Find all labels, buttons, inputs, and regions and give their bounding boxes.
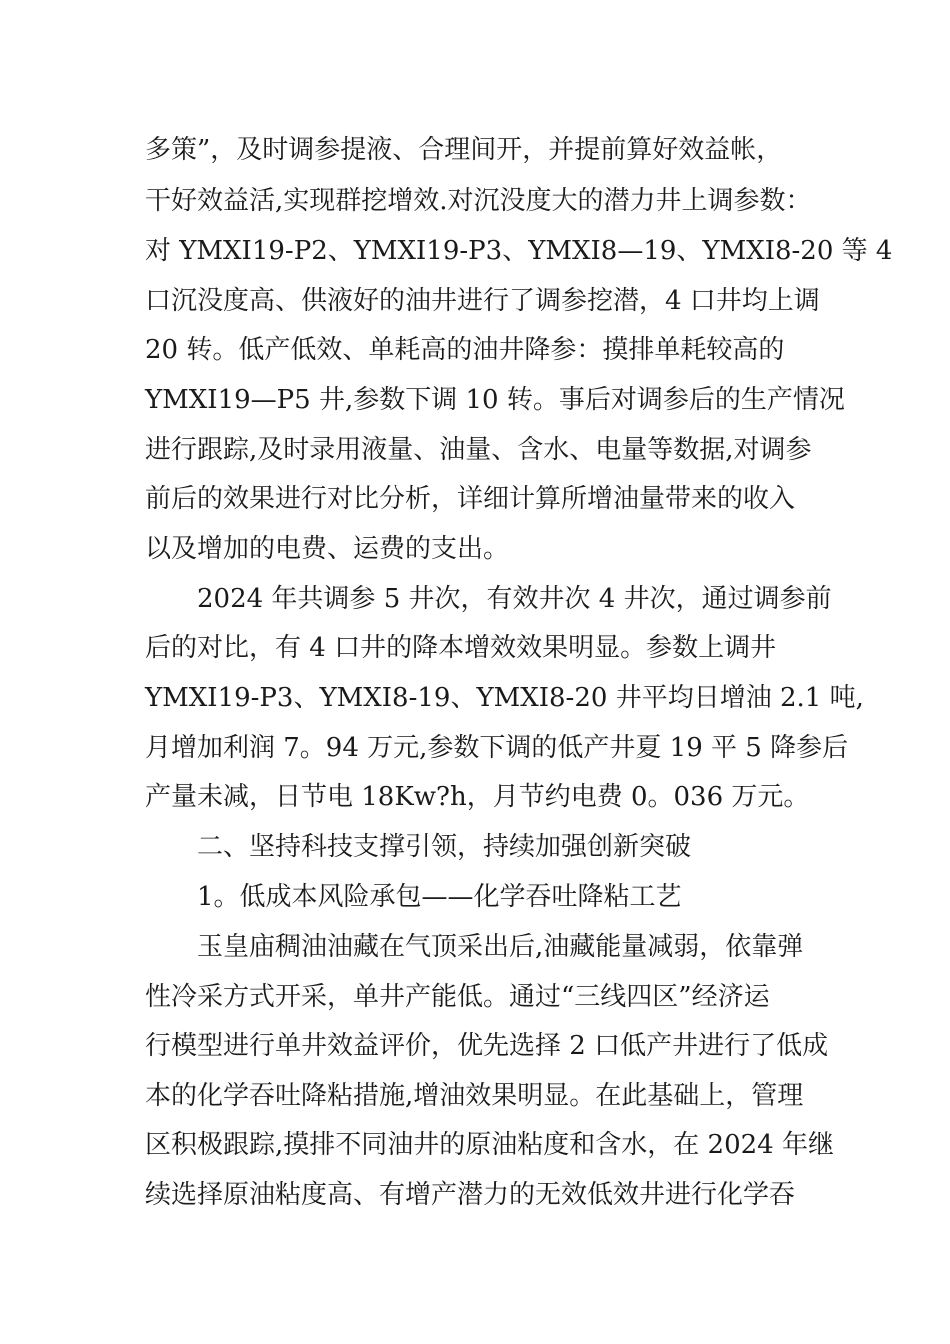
text-line: 口沉没度高、供液好的油井进行了调参挖潜，4 口井均上调 bbox=[145, 286, 820, 316]
text-line: 区积极跟踪,摸排不同油井的原油粘度和含水，在 2024 年继 bbox=[145, 1130, 834, 1160]
text-line: 产量未减，日节电 18Kw?h，月节约电费 0。036 万元。 bbox=[145, 782, 810, 812]
paragraph-first-line: 2024 年共调参 5 井次，有效井次 4 井次，通过调参前 bbox=[197, 584, 832, 614]
paragraph-first-line: 玉皇庙稠油油藏在气顶采出后,油藏能量减弱，依靠弹 bbox=[197, 932, 804, 962]
text-line: YMXI19—P5 井,参数下调 10 转。事后对调参后的生产情况 bbox=[145, 385, 845, 415]
text-line: 月增加利润 7。94 万元,参数下调的低产井夏 19 平 5 降参后 bbox=[145, 733, 849, 763]
text-line: 进行跟踪,及时录用液量、油量、含水、电量等数据,对调参 bbox=[145, 435, 812, 465]
text-line: 行模型进行单井效益评价，优先选择 2 口低产井进行了低成 bbox=[145, 1031, 829, 1061]
text-line: YMXI19-P3、YMXI8-19、YMXI8-20 井平均日增油 2.1 吨, bbox=[145, 683, 864, 713]
text-line: 20 转。低产低效、单耗高的油井降参：摸排单耗较高的 bbox=[145, 335, 785, 365]
text-line: 续选择原油粘度高、有增产潜力的无效低效井进行化学吞 bbox=[145, 1180, 796, 1210]
subsection-heading: 1。低成本风险承包——化学吞吐降粘工艺 bbox=[197, 882, 682, 912]
text-line: 性冷采方式开采，单井产能低。通过“三线四区”经济运 bbox=[145, 982, 770, 1012]
text-line: 多策”，及时调参提液、合理间开，并提前算好效益帐， bbox=[145, 135, 783, 165]
text-line: 干好效益活,实现群挖增效.对沉没度大的潜力井上调参数： bbox=[145, 186, 812, 216]
text-line: 本的化学吞吐降粘措施,增油效果明显。在此基础上，管理 bbox=[145, 1081, 804, 1111]
text-line: 对 YMXI19-P2、YMXI19-P3、YMXI8—19、YMXI8-20 等 4 bbox=[145, 236, 893, 266]
text-line: 以及增加的电费、运费的支出。 bbox=[145, 534, 510, 564]
section-heading: 二、坚持科技支撑引领，持续加强创新突破 bbox=[197, 832, 692, 862]
text-line: 前后的效果进行对比分析，详细计算所增油量带来的收入 bbox=[145, 484, 796, 514]
text-line: 后的对比，有 4 口井的降本增效效果明显。参数上调井 bbox=[145, 633, 777, 663]
